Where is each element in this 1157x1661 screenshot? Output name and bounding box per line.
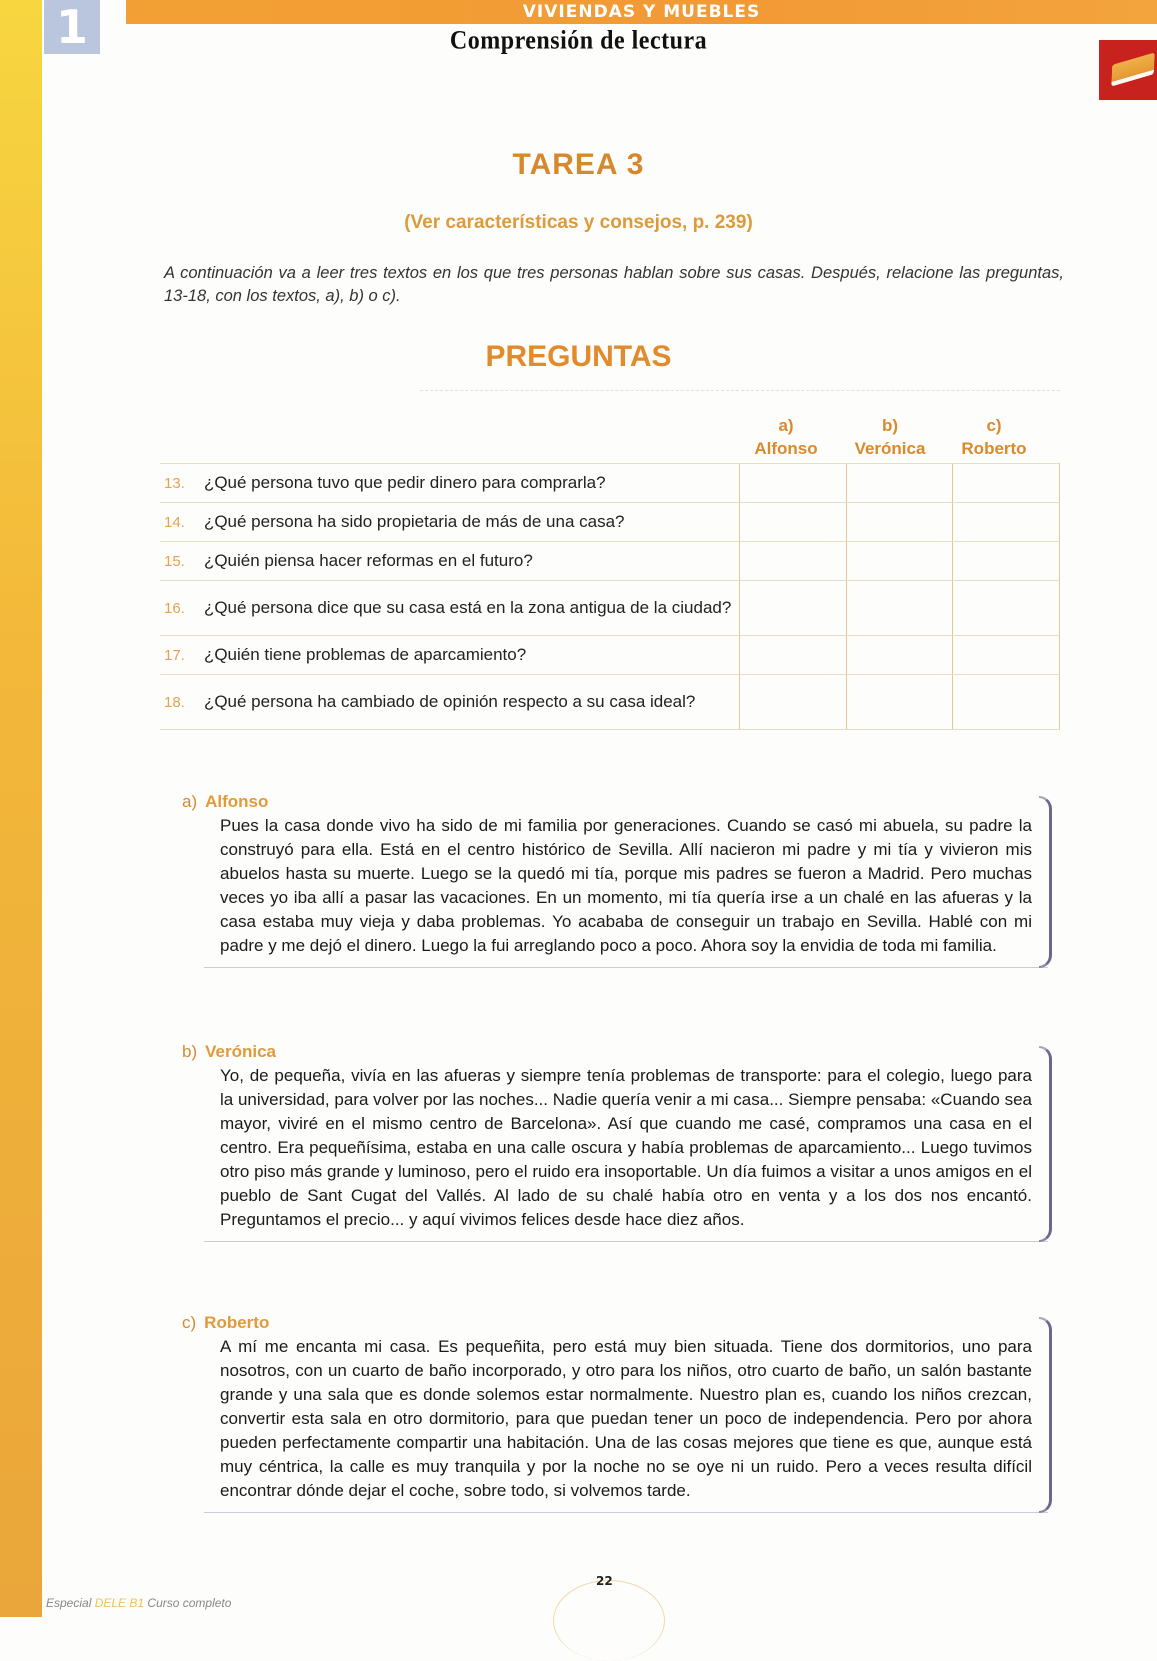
answer-cell-b[interactable] [846,581,953,636]
page-number: 22 [596,1574,613,1588]
text-body: A mí me encanta mi casa. Es pequeñita, pero está muy bien situada. Tiene dos dormitorios, uno para nosotros, con un cuarto de baño incorporado, y otro para los niños, otro cuarto de baño, un salón bastante grande y una sala que es donde solemos estar normalmente. Nuestro plan es, cuando los niños crezcan, convertir esta sala en otro dormitorio, para que puedan tener un poco de independencia. Pero por ahora pueden perfectamente compartir una habitación. Una de las cosas mejores que tiene es que, aunque está muy céntrica, la calle es muy tranquila y por la noche no se oye ni un ruido. Pero a veces resulta difícil encontrar dónde dejar el coche, sobre todo, si volvemos tarde. [220,1335,1048,1507]
answer-cell-b[interactable] [846,675,953,730]
questions-table [160,463,1060,730]
answer-cell-a[interactable] [739,542,846,581]
see-note: (Ver características y consejos, p. 239) [404,212,753,233]
question-text: ¿Qué persona tuvo que pedir dinero para comprarla? [204,464,739,503]
text-label: c) Roberto [182,1313,270,1332]
footer-decoration [553,1580,665,1661]
answer-cell-a[interactable] [739,464,846,503]
answer-cell-a[interactable] [739,675,846,730]
questions-title: PREGUNTAS [485,340,672,373]
answer-cell-a[interactable] [739,581,846,636]
section-subtitle: Comprensión de lectura [449,26,708,56]
question-text: ¿Qué persona dice que su casa está en la zona antigua de la ciudad? [204,581,739,636]
table-row [160,503,1060,542]
footer-publication: Especial DELE B1 Curso completo [46,1596,232,1610]
answer-cell-b[interactable] [846,464,953,503]
text-body: Pues la casa donde vivo ha sido de mi familia por generaciones. Cuando se casó mi abuela, su padre la construyó para ella. Está en el centro histórico de Sevilla. Allí nacieron mi padre y mi tía y vivieron mis abuelos hasta su muerte. Luego se la quedó mi tía, porque mis padres se fueron a Madrid. Pero muchas veces yo iba allí a pasar las vacaciones. En un momento, mi tía quería irse a un chalé en las afueras y la casa estaba muy vieja y daba problemas. Yo acababa de conseguir un trabajo en Sevilla. Hablé con mi padre y me dejó el dinero. Luego la fui arreglando poco a poco. Ahora soy la envidia de toda mi familia. [220,814,1048,962]
answer-cell-c[interactable] [953,464,1060,503]
task-instructions: A continuación va a leer tres textos en los que tres personas hablan sobre sus casas. Después, relacione las preguntas, 13-18, con los textos, a), b) o c). [164,264,1064,305]
left-margin-bar [0,0,42,1617]
answer-cell-a[interactable] [739,636,846,675]
table-row [160,636,1060,675]
text-label: b) Verónica [182,1042,276,1061]
table-row [160,542,1060,581]
text-block-alfonso [182,792,1052,962]
answer-column-headers [734,414,1046,460]
question-number: 17. [160,636,204,675]
unit-title-band [126,0,1157,24]
column-header-c: c) Roberto [961,416,1027,458]
table-row [160,464,1060,503]
question-number: 18. [160,675,204,730]
text-block-roberto [182,1313,1052,1507]
question-text: ¿Qué persona ha cambiado de opinión respecto a su casa ideal? [204,675,739,730]
answer-cell-c[interactable] [953,675,1060,730]
question-number: 16. [160,581,204,636]
task-title: TAREA 3 [512,148,645,181]
answer-cell-c[interactable] [953,636,1060,675]
answer-cell-b[interactable] [846,503,953,542]
chapter-number-badge: 1 [44,0,100,54]
answer-cell-c[interactable] [953,542,1060,581]
column-header-a: a) Alfonso [754,416,818,458]
answer-cell-c[interactable] [953,581,1060,636]
text-label: a) Alfonso [182,792,269,811]
column-header-b: b) Verónica [854,416,926,458]
answer-cell-c[interactable] [953,503,1060,542]
question-number: 15. [160,542,204,581]
answer-cell-b[interactable] [846,542,953,581]
question-text: ¿Qué persona ha sido propietaria de más de una casa? [204,503,739,542]
book-icon [1099,40,1157,100]
question-number: 13. [160,464,204,503]
divider [420,390,1060,391]
table-row [160,675,1060,730]
unit-title: VIVIENDAS Y MUEBLES [522,2,761,22]
answer-cell-b[interactable] [846,636,953,675]
text-block-veronica [182,1042,1052,1236]
text-body: Yo, de pequeña, vivía en las afueras y siempre tenía problemas de transporte: para el colegio, luego para la universidad, para volver por las noches... Nadie quería venir a mi casa... Siempre pensaba: «Cuando sea mayor, viviré en el mismo centro de Barcelona». Así que cuando me casé, compramos una casa en el centro. Era pequeñísima, estaba en una calle oscura y había problemas de aparcamiento... Luego tuvimos otro piso más grande y luminoso, pero el ruido era insoportable. Un día fuimos a visitar a unos amigos en el pueblo de Sant Cugat del Vallés. Al lado de su chalé había otro en venta y a los dos nos encantó. Preguntamos el precio... y aquí vivimos felices desde hace diez años. [220,1064,1048,1236]
table-row [160,581,1060,636]
answer-cell-a[interactable] [739,503,846,542]
question-number: 14. [160,503,204,542]
question-text: ¿Quién piensa hacer reformas en el futuro? [204,542,739,581]
question-text: ¿Quién tiene problemas de aparcamiento? [204,636,739,675]
